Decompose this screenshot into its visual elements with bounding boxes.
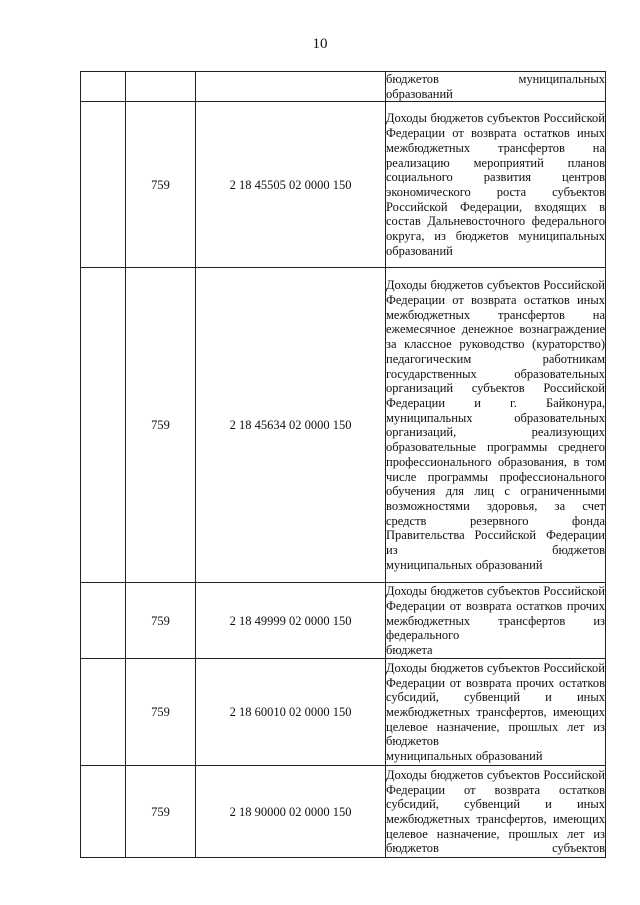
admin-code-cell [126, 72, 196, 102]
budget-code-cell: 2 18 45505 02 0000 150 [196, 102, 386, 268]
empty-cell [81, 102, 126, 268]
budget-code-cell: 2 18 60010 02 0000 150 [196, 659, 386, 766]
empty-cell [81, 583, 126, 659]
table-row [81, 766, 606, 858]
description-text-last: образований [386, 243, 453, 258]
page-number: 10 [312, 36, 328, 52]
admin-code-cell: 759 [126, 583, 196, 659]
budget-code-cell: 2 18 90000 02 0000 150 [196, 766, 386, 858]
budget-code-cell [196, 72, 386, 102]
description-cell [386, 583, 606, 659]
admin-code-cell: 759 [126, 102, 196, 268]
description-text: Доходы бюджетов субъектов Российской Федерации от возврата остатков иных межбюджетных трансфертов на реализацию мероприятий планов социального развития центров экономического роста субъектов Российской Федерации, входящих в состав Дальневосточного федерального округа, из бюджетов муниципальных [386, 111, 605, 244]
description-text: бюджетов муниципальных [386, 72, 605, 86]
income-codes-table [80, 71, 606, 858]
description-text-last: муниципальных образований [386, 749, 543, 764]
budget-code-cell: 2 18 49999 02 0000 150 [196, 583, 386, 659]
description-cell [386, 72, 606, 102]
empty-cell [81, 268, 126, 583]
empty-cell [81, 72, 126, 102]
table-row [81, 659, 606, 766]
admin-code-cell: 759 [126, 659, 196, 766]
admin-code-cell: 759 [126, 766, 196, 858]
description-cell [386, 268, 606, 583]
empty-cell [81, 659, 126, 766]
description-text: Доходы бюджетов субъектов Российской Федерации от возврата остатков иных межбюджетных трансфертов на ежемесячное денежное вознаграждение за классное руководство (кураторство) педагогическим работникам государственных образовательных организаций субъектов Российской Федерации и г. Байконура, муниципальных образовательных организаций, реализующих образовательные программы среднего профессионального образования, в том числе программы профессионального обучения для лиц с ограниченными возможностями здоровья, за счет средств резервного фонда Правительства Российской Федерации из бюджетов [386, 278, 605, 558]
description-text-last: муниципальных образований [386, 557, 543, 572]
table-row [81, 268, 606, 583]
table-row [81, 72, 606, 102]
budget-code-cell: 2 18 45634 02 0000 150 [196, 268, 386, 583]
description-text-last: бюджета [386, 642, 433, 657]
description-text-last: образований [386, 86, 453, 101]
table-row [81, 583, 606, 659]
description-cell [386, 102, 606, 268]
description-text: Доходы бюджетов субъектов Российской Федерации от возврата остатков субсидий, субвенций и иных межбюджетных трансфертов, имеющих целевое назначение, прошлых лет из бюджетов субъектов [386, 767, 605, 856]
empty-cell [81, 766, 126, 858]
description-cell [386, 659, 606, 766]
table-row [81, 102, 606, 268]
description-text: Доходы бюджетов субъектов Российской Федерации от возврата прочих остатков субсидий, субвенций и иных межбюджетных трансфертов, имеющих целевое назначение, прошлых лет из бюджетов [386, 660, 605, 749]
description-cell [386, 766, 606, 858]
description-text: Доходы бюджетов субъектов Российской Федерации от возврата остатков прочих межбюджетных трансфертов из федерального [386, 584, 605, 643]
admin-code-cell: 759 [126, 268, 196, 583]
